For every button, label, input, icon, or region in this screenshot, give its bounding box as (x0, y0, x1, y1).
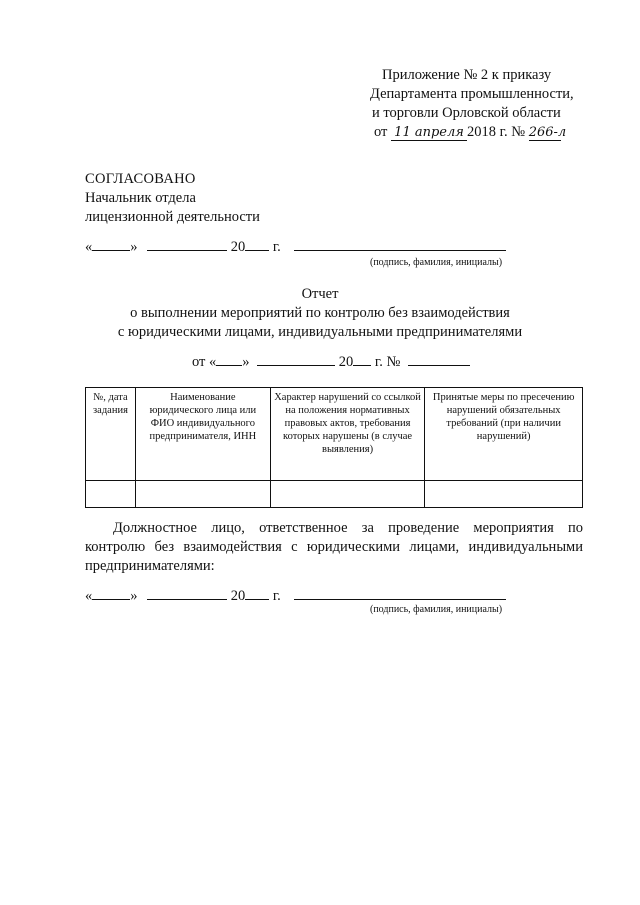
month-blank[interactable] (147, 587, 227, 600)
signature-caption: (подпись, фамилия, инициалы) (370, 257, 503, 268)
signature-blank[interactable] (294, 238, 506, 251)
official-signature-line (85, 587, 506, 605)
report-date-line (192, 353, 470, 371)
report-title: Отчет (301, 286, 339, 302)
year-prefix: 20 (230, 239, 246, 255)
table-cell[interactable] (425, 481, 583, 508)
report-date-from: от « (192, 354, 217, 370)
close-quote: » (130, 588, 138, 604)
day-blank[interactable] (92, 587, 130, 600)
report-year-blank[interactable] (353, 353, 371, 366)
appendix-date-prefix: от (374, 124, 388, 140)
approval-position: Начальник отдела (85, 190, 196, 206)
appendix-line-2: Департамента промышленности, (370, 86, 574, 102)
appendix-date-year: 2018 г. № (467, 124, 526, 140)
signature-blank[interactable] (294, 587, 506, 600)
appendix-line-3: и торговли Орловской области (372, 105, 561, 121)
header-entity: Наименование юридического лица или ФИО индивидуального предпринимателя, ИНН (135, 388, 270, 481)
official-line-2: контролю без взаимодействия с юридическими лицами, индивидуальными (85, 539, 583, 555)
open-quote: « (85, 588, 93, 604)
table-cell[interactable] (86, 481, 136, 508)
table-row (86, 481, 583, 508)
report-number-blank[interactable] (408, 353, 470, 366)
year-blank[interactable] (245, 238, 269, 251)
report-month-blank[interactable] (257, 353, 335, 366)
table-header-row (86, 388, 583, 481)
approval-block (85, 170, 260, 227)
report-subtitle-1: о выполнении мероприятий по контролю без взаимодействия (130, 305, 510, 321)
report-table (85, 387, 583, 508)
open-quote: « (85, 239, 93, 255)
official-line-3: предпринимателями: (85, 558, 215, 574)
year-suffix: г. (272, 239, 281, 255)
handwritten-number: 266-л (528, 125, 567, 140)
table-cell[interactable] (135, 481, 270, 508)
day-blank[interactable] (92, 238, 130, 251)
header-task: №, дата задания (86, 388, 136, 481)
year-suffix: г. (272, 588, 281, 604)
signature-caption: (подпись, фамилия, инициалы) (370, 604, 503, 615)
year-blank[interactable] (245, 587, 269, 600)
report-number-label: г. № (374, 354, 401, 370)
official-line-1: Должностное лицо, ответственное за проведение мероприятия по (113, 520, 583, 536)
close-quote: » (130, 239, 138, 255)
approval-signature-line (85, 238, 506, 256)
month-blank[interactable] (147, 238, 227, 251)
table-cell[interactable] (270, 481, 425, 508)
approval-department: лицензионной деятельности (85, 209, 260, 225)
year-prefix: 20 (230, 588, 246, 604)
report-subtitle-2: с юридическими лицами, индивидуальными предпринимателями (117, 324, 523, 340)
header-measures: Принятые меры по пресечению нарушений обязательных требований (при наличии нарушений) (425, 388, 583, 481)
report-close-quote: » (242, 354, 250, 370)
appendix-line-1: Приложение № 2 к приказу (382, 67, 552, 83)
report-day-blank[interactable] (216, 353, 242, 366)
appendix-block (370, 66, 574, 142)
report-year-prefix: 20 (338, 354, 354, 370)
header-violations: Характер нарушений со ссылкой на положения нормативных правовых актов, требования которых нарушены (в случае выявления) (270, 388, 425, 481)
appendix-date-line (370, 123, 574, 142)
approval-title: СОГЛАСОВАНО (85, 171, 196, 187)
official-paragraph (85, 519, 583, 576)
handwritten-date: 11 апреля (391, 126, 467, 141)
